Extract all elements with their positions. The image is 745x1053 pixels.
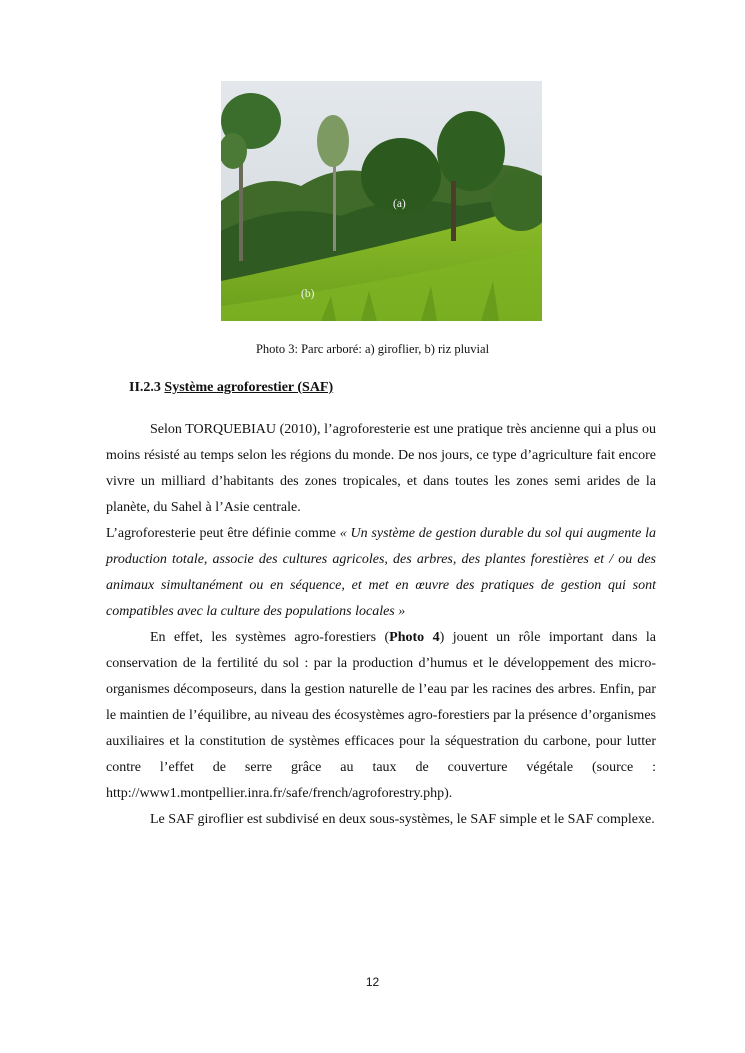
paragraph-3 (106, 625, 656, 807)
section-number: II.2.3 (129, 380, 161, 395)
section-heading (129, 380, 333, 396)
paragraph-1: Selon TORQUEBIAU (2010), l’agroforesterie est une pratique très ancienne qui a plus ou moins résisté au temps selon les régions du monde. De nos jours, ce type d’agriculture fait encore vivre un milliard d’habitants des zones tropicales, et dans toutes les zones semi arides de la planète, du Sahel à l’Asie centrale. (106, 422, 656, 515)
paragraph-3-before: En effet, les systèmes agro-forestiers ( (150, 630, 390, 645)
section-title: Système agroforestier (SAF) (164, 380, 334, 395)
photo-caption: Photo 3: Parc arboré: a) giroflier, b) riz pluvial (255, 342, 490, 356)
body-text (106, 417, 656, 833)
photo-illustration (221, 81, 542, 321)
paragraph-2 (106, 521, 656, 625)
paragraph-4: Le SAF giroflier est subdivisé en deux sous-systèmes, le SAF simple et le SAF complexe. (150, 812, 655, 827)
photo-label-a: (a) (393, 198, 406, 210)
paragraph-2-lead: L’agroforesterie peut être définie comme (106, 526, 340, 541)
page-number: 12 (365, 975, 380, 989)
paragraph-2-quote: « Un système de gestion durable du sol qui augmente la production totale, associe des cultures agricoles, des arbres, des plantes forestières et / ou des animaux simultanément ou en séquence, et met en œuvre des pratiques de gestion qui sont compatibles avec la culture des populations locales » (106, 526, 656, 619)
paragraph-3-after: ) jouent un rôle important dans la conservation de la fertilité du sol : par la production d’humus et le développement des micro-organismes décomposeurs, dans la gestion naturelle de l’eau par les racines des arbres. Enfin, par le maintien de l’équilibre, au niveau des écosystèmes agro-forestiers par la présence d’organismes auxiliaires et la constitution de systèmes efficaces pour la séquestration du carbone, pour lutter contre l’effet de serre grâce au taux de couverture végétale (source : http://www1.montpellier.inra.fr/safe/french/agroforestry.php). (106, 630, 656, 801)
photo-4-reference: Photo 4 (389, 630, 440, 645)
agroforestry-photo (221, 81, 542, 321)
photo-label-b: (b) (301, 288, 315, 300)
